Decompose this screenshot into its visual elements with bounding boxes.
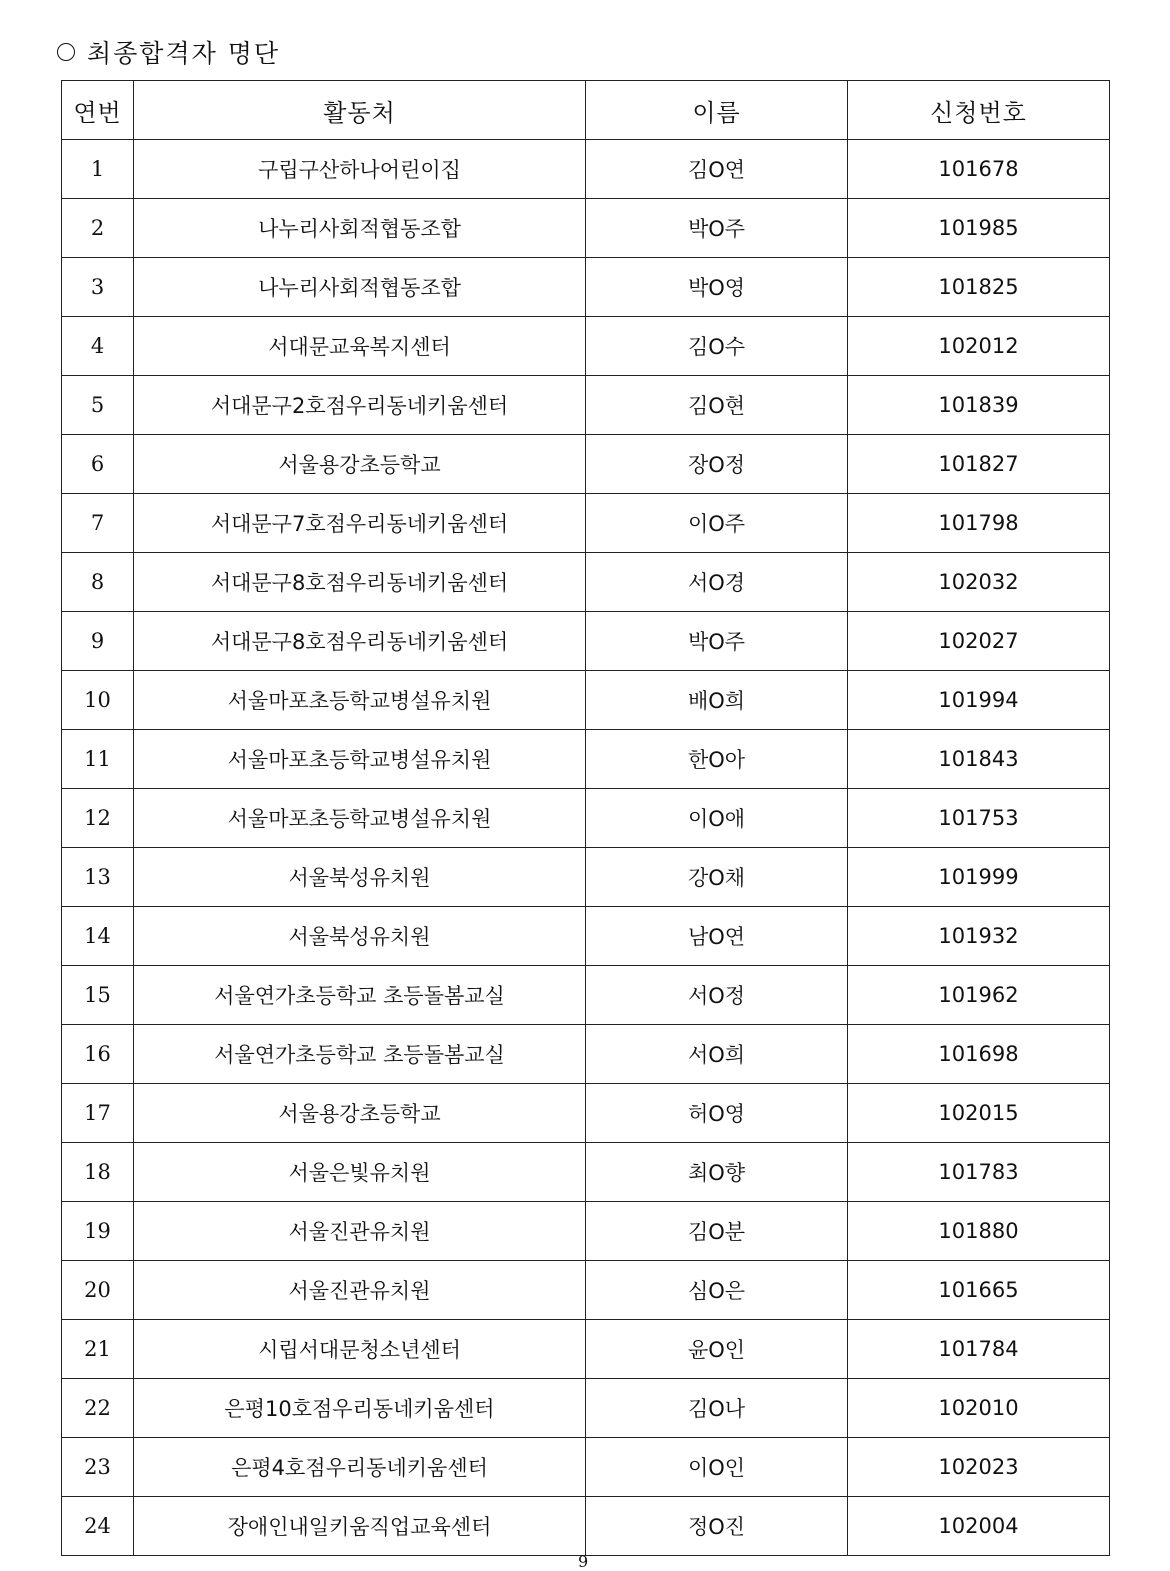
table-row [62, 1084, 1110, 1143]
row-organization: 장애인내일키움직업교육센터 [134, 1497, 586, 1556]
row-name: 김O분 [586, 1202, 848, 1261]
row-number: 3 [62, 258, 134, 317]
row-name: 허O영 [586, 1084, 848, 1143]
row-organization: 서울은빛유치원 [134, 1143, 586, 1202]
table-row [62, 730, 1110, 789]
row-name: 한O아 [586, 730, 848, 789]
table-row [62, 435, 1110, 494]
row-name: 김O나 [586, 1379, 848, 1438]
table-row [62, 1025, 1110, 1084]
row-organization: 서대문구8호점우리동네키움센터 [134, 612, 586, 671]
header-name: 이름 [586, 81, 848, 140]
row-organization: 시립서대문청소년센터 [134, 1320, 586, 1379]
row-number: 9 [62, 612, 134, 671]
table-row [62, 140, 1110, 199]
row-name: 서O정 [586, 966, 848, 1025]
table-row [62, 789, 1110, 848]
row-application-id: 102027 [848, 612, 1110, 671]
row-organization: 서대문교육복지센터 [134, 317, 586, 376]
table-row [62, 1143, 1110, 1202]
row-application-id: 101994 [848, 671, 1110, 730]
table-row [62, 612, 1110, 671]
table-header-row [62, 81, 1110, 140]
row-organization: 서울용강초등학교 [134, 1084, 586, 1143]
table-row [62, 1320, 1110, 1379]
header-no: 연번 [62, 81, 134, 140]
row-organization: 서울북성유치원 [134, 907, 586, 966]
table-row [62, 1438, 1110, 1497]
row-organization: 서대문구7호점우리동네키움센터 [134, 494, 586, 553]
row-name: 박O주 [586, 199, 848, 258]
row-application-id: 101753 [848, 789, 1110, 848]
roster-table [61, 80, 1110, 1556]
circle-bullet-icon [57, 43, 75, 61]
row-name: 이O인 [586, 1438, 848, 1497]
row-number: 4 [62, 317, 134, 376]
row-number: 18 [62, 1143, 134, 1202]
row-organization: 서울용강초등학교 [134, 435, 586, 494]
row-name: 박O주 [586, 612, 848, 671]
table-row [62, 1379, 1110, 1438]
row-number: 21 [62, 1320, 134, 1379]
heading-text: 최종합격자 명단 [87, 39, 280, 68]
row-organization: 서울연가초등학교 초등돌봄교실 [134, 966, 586, 1025]
row-name: 이O주 [586, 494, 848, 553]
row-name: 정O진 [586, 1497, 848, 1556]
row-name: 이O애 [586, 789, 848, 848]
row-organization: 서울마포초등학교병설유치원 [134, 730, 586, 789]
row-application-id: 101880 [848, 1202, 1110, 1261]
row-name: 장O정 [586, 435, 848, 494]
row-name: 김O현 [586, 376, 848, 435]
row-application-id: 101784 [848, 1320, 1110, 1379]
row-organization: 나누리사회적협동조합 [134, 258, 586, 317]
row-organization: 서울진관유치원 [134, 1261, 586, 1320]
table-row [62, 907, 1110, 966]
row-application-id: 102032 [848, 553, 1110, 612]
row-application-id: 101783 [848, 1143, 1110, 1202]
row-application-id: 101678 [848, 140, 1110, 199]
row-number: 22 [62, 1379, 134, 1438]
row-name: 박O영 [586, 258, 848, 317]
page-number: 9 [578, 1552, 589, 1571]
row-number: 6 [62, 435, 134, 494]
row-organization: 서울마포초등학교병설유치원 [134, 671, 586, 730]
row-name: 최O향 [586, 1143, 848, 1202]
row-application-id: 101839 [848, 376, 1110, 435]
row-number: 20 [62, 1261, 134, 1320]
row-name: 강O채 [586, 848, 848, 907]
header-id: 신청번호 [848, 81, 1110, 140]
row-application-id: 102015 [848, 1084, 1110, 1143]
row-number: 2 [62, 199, 134, 258]
row-application-id: 102023 [848, 1438, 1110, 1497]
row-organization: 서울마포초등학교병설유치원 [134, 789, 586, 848]
table-body [62, 140, 1110, 1556]
row-application-id: 102012 [848, 317, 1110, 376]
row-number: 17 [62, 1084, 134, 1143]
row-organization: 서울연가초등학교 초등돌봄교실 [134, 1025, 586, 1084]
row-name: 서O경 [586, 553, 848, 612]
table-row [62, 317, 1110, 376]
row-application-id: 101843 [848, 730, 1110, 789]
row-application-id: 101999 [848, 848, 1110, 907]
row-organization: 서대문구2호점우리동네키움센터 [134, 376, 586, 435]
row-organization: 은평10호점우리동네키움센터 [134, 1379, 586, 1438]
table-row [62, 1202, 1110, 1261]
row-name: 배O희 [586, 671, 848, 730]
row-number: 24 [62, 1497, 134, 1556]
row-organization: 서대문구8호점우리동네키움센터 [134, 553, 586, 612]
row-number: 13 [62, 848, 134, 907]
row-organization: 구립구산하나어린이집 [134, 140, 586, 199]
row-number: 1 [62, 140, 134, 199]
row-application-id: 101665 [848, 1261, 1110, 1320]
table-row [62, 258, 1110, 317]
row-organization: 나누리사회적협동조합 [134, 199, 586, 258]
row-application-id: 101698 [848, 1025, 1110, 1084]
page-heading [57, 34, 280, 70]
row-number: 14 [62, 907, 134, 966]
table-row [62, 494, 1110, 553]
row-number: 19 [62, 1202, 134, 1261]
row-number: 10 [62, 671, 134, 730]
row-application-id: 101825 [848, 258, 1110, 317]
row-application-id: 101985 [848, 199, 1110, 258]
header-org: 활동처 [134, 81, 586, 140]
row-organization: 서울북성유치원 [134, 848, 586, 907]
row-number: 8 [62, 553, 134, 612]
row-organization: 은평4호점우리동네키움센터 [134, 1438, 586, 1497]
table-row [62, 966, 1110, 1025]
row-name: 윤O인 [586, 1320, 848, 1379]
row-number: 12 [62, 789, 134, 848]
row-application-id: 101798 [848, 494, 1110, 553]
table-row [62, 199, 1110, 258]
row-name: 김O연 [586, 140, 848, 199]
row-organization: 서울진관유치원 [134, 1202, 586, 1261]
table-row [62, 1261, 1110, 1320]
table-row [62, 1497, 1110, 1556]
table-row [62, 553, 1110, 612]
row-application-id: 102004 [848, 1497, 1110, 1556]
row-number: 15 [62, 966, 134, 1025]
table-row [62, 376, 1110, 435]
table-row [62, 671, 1110, 730]
row-name: 심O은 [586, 1261, 848, 1320]
table-row [62, 848, 1110, 907]
row-number: 16 [62, 1025, 134, 1084]
row-number: 11 [62, 730, 134, 789]
row-application-id: 101932 [848, 907, 1110, 966]
row-name: 남O연 [586, 907, 848, 966]
row-application-id: 101962 [848, 966, 1110, 1025]
row-number: 7 [62, 494, 134, 553]
row-application-id: 101827 [848, 435, 1110, 494]
row-number: 23 [62, 1438, 134, 1497]
row-application-id: 102010 [848, 1379, 1110, 1438]
row-name: 김O수 [586, 317, 848, 376]
row-name: 서O희 [586, 1025, 848, 1084]
row-number: 5 [62, 376, 134, 435]
